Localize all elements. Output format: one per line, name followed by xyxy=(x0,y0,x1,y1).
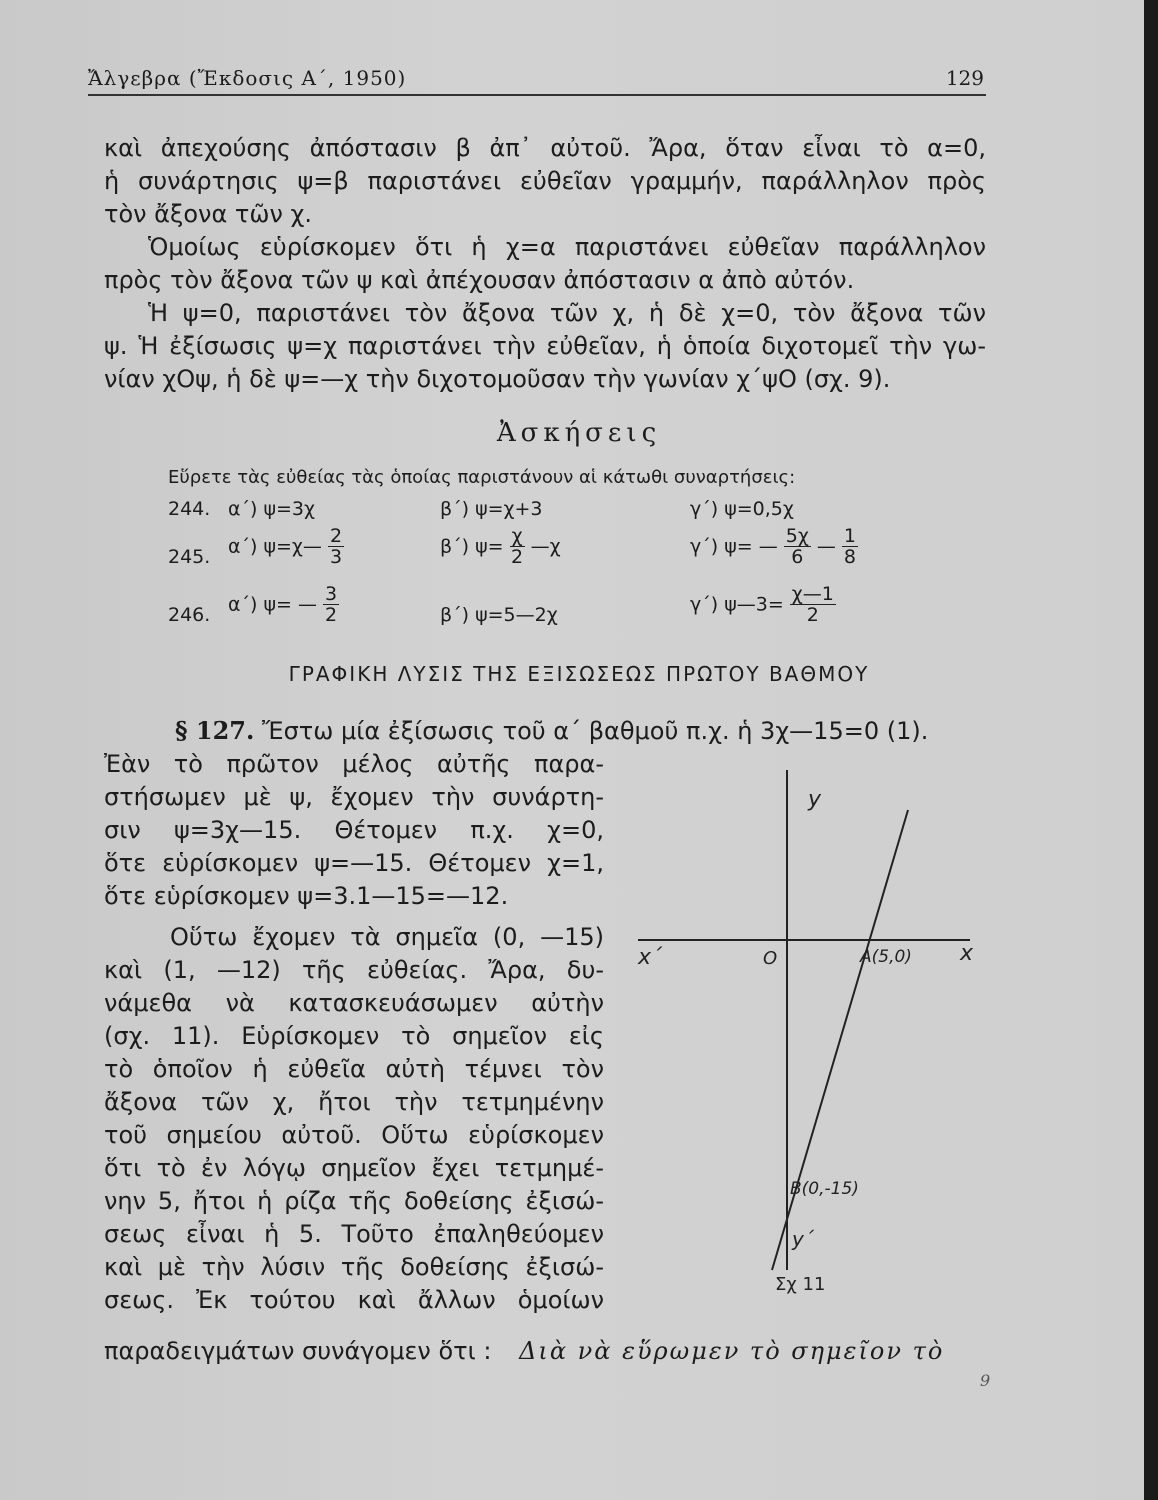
exercise-part-b: β΄) ψ=5—2χ xyxy=(440,604,558,626)
exercises-intro: Εὕρετε τὰς εὐθείας τὰς ὁποίας παριστάνουν αἱ κάτωθι συναρτήσεις: xyxy=(168,467,796,488)
text-line: νίαν χΟψ, ἡ δὲ ψ=—χ τὴν διχοτομοῦσαν τὴν γωνίαν χ΄ψΟ (σχ. 9). xyxy=(104,365,891,393)
text-line: Ὁμοίως εὑρίσκομεν ὅτι ἡ χ=α παριστάνει εὐθεῖαν παράλληλον xyxy=(148,233,986,261)
exercise-part-a: α΄) ψ=χ— $\frac{2}{3}$ xyxy=(228,525,343,568)
exercise-part-b: β΄) ψ=χ+3 xyxy=(440,498,543,520)
header-title: Ἄλγεβρα (Ἔκδοσις Α΄, 1950) xyxy=(88,66,407,90)
text-line: τὸ ὁποῖον ἡ εὐθεῖα αὐτὴ τέμνει τὸν xyxy=(104,1055,604,1083)
exercise-part-c: γ΄) ψ—3= $\frac{\chi—1}{2}$ xyxy=(690,583,834,626)
text-line: τοῦ σημείου αὐτοῦ. Οὕτω εὑρίσκομεν xyxy=(104,1121,604,1149)
exercise-part-a: α΄) ψ= — $\frac{3}{2}$ xyxy=(228,583,338,626)
graph-line xyxy=(772,810,908,1270)
text-line: πρὸς τὸν ἄξονα τῶν ψ καὶ ἀπέχουσαν ἀπόστασιν α ἀπὸ αὐτόν. xyxy=(104,266,855,294)
exercise-number: 246. xyxy=(168,604,211,626)
text-line: τὸν ἄξονα τῶν χ. xyxy=(104,200,312,228)
label-point-a: A(5,0) xyxy=(860,947,912,967)
exercise-part-a: α΄) ψ=3χ xyxy=(228,498,315,520)
text-line: Ἐὰν τὸ πρῶτον μέλος αὐτῆς παρα- xyxy=(104,750,604,778)
page-edge xyxy=(1144,0,1158,1500)
label-point-b: B(0,-15) xyxy=(790,1179,859,1199)
text-line: στήσωμεν μὲ ψ, ἔχομεν τὴν συνάρτη- xyxy=(104,783,604,811)
text-line: ὅτε εὑρίσκομεν ψ=3.1—15=—12. xyxy=(104,882,509,910)
exercise-part-b: β΄) ψ= $\frac{\chi}{2}$ —χ xyxy=(440,525,561,568)
text-line: σεως εἶναι ἡ 5. Τοῦτο ἐπαληθεύομεν xyxy=(104,1220,604,1248)
page-number: 129 xyxy=(945,66,984,90)
text-line: ὅτι τὸ ἐν λόγῳ σημεῖον ἔχει τετμημέ- xyxy=(104,1154,604,1182)
text-line: ἡ συνάρτησις ψ=β παριστάνει εὐθεῖαν γραμμήν, παράλληλον πρὸς xyxy=(104,167,986,195)
text-line: ψ. Ἡ ἐξίσωσις ψ=χ παριστάνει τὴν εὐθεῖαν, ἡ ὁποία διχοτομεῖ τὴν γω- xyxy=(104,332,986,360)
label-origin: O xyxy=(763,948,778,969)
section-heading: ΓΡΑΦΙΚΗ ΛΥΣΙΣ ΤΗΣ ΕΞΙΣΩΣΕΩΣ ΠΡΩΤΟΥ ΒΑΘΜΟΥ xyxy=(288,662,870,686)
exercise-number: 244. xyxy=(168,498,211,520)
text-line: καὶ (1, —12) τῆς εὐθείας. Ἄρα, δυ- xyxy=(104,956,604,984)
label-x: x xyxy=(960,941,974,966)
italic-statement: Διὰ νὰ εὕρωμεν τὸ σημεῖον τὸ xyxy=(519,1337,945,1365)
exercise-part-c: γ΄) ψ=0,5χ xyxy=(690,498,794,520)
label-y-neg: y΄ xyxy=(792,1227,814,1251)
text-line: Ἡ ψ=0, παριστάνει τὸν ἄξονα τῶν χ, ἡ δὲ χ=0, τὸν ἄξονα τῶν xyxy=(148,299,986,327)
section-label: § 127. xyxy=(175,716,255,745)
text-line: νάμεθα νὰ κατασκευάσωμεν αὐτὴν xyxy=(104,989,604,1017)
text-line: Οὕτω ἔχομεν τὰ σημεῖα (0, —15) xyxy=(170,923,604,951)
running-header xyxy=(88,66,986,96)
signature-mark: 9 xyxy=(980,1371,991,1390)
section-127-first-line: § 127. Ἔστω μία ἐξίσωσις τοῦ α΄ βαθμοῦ π.χ. ἡ 3χ—15=0 (1). xyxy=(175,716,929,745)
text-line: (σχ. 11). Εὑρίσκομεν τὸ σημεῖον εἰς xyxy=(104,1022,604,1050)
text-line: νην 5, ἤτοι ἡ ρίζα τῆς δοθείσης ἐξισώ- xyxy=(104,1187,604,1215)
text-line: ὅτε εὑρίσκομεν ψ=—15. Θέτομεν χ=1, xyxy=(104,849,604,877)
figure-11 xyxy=(620,770,990,1310)
exercise-number: 245. xyxy=(168,546,211,568)
text-line: καὶ μὲ τὴν λύσιν τῆς δοθείσης ἐξισώ- xyxy=(104,1253,604,1281)
text-line: σεως. Ἐκ τούτου καὶ ἄλλων ὁμοίων xyxy=(104,1286,604,1314)
text-line: σιν ψ=3χ—15. Θέτομεν π.χ. χ=0, xyxy=(104,816,604,844)
text-line: καὶ ἀπεχούσης ἀπόστασιν β ἀπ᾽ αὐτοῦ. Ἄρα, ὅταν εἶναι τὸ α=0, xyxy=(104,134,986,162)
exercise-part-c: γ΄) ψ= — $\frac{5\chi}{6}$ — $\frac{1}{8}$ xyxy=(690,525,857,568)
exercises-heading: Ἀσκήσεις xyxy=(496,418,662,448)
label-y: y xyxy=(808,787,822,812)
figure-caption: Σχ 11 xyxy=(775,1274,826,1295)
text-line: ἄξονα τῶν χ, ἤτοι τὴν τετμημένην xyxy=(104,1088,604,1116)
last-line: παραδειγμάτων συνάγομεν ὅτι : Διὰ νὰ εὕρωμεν τὸ σημεῖον τὸ xyxy=(104,1337,945,1365)
label-x-neg: x΄ xyxy=(638,945,663,970)
